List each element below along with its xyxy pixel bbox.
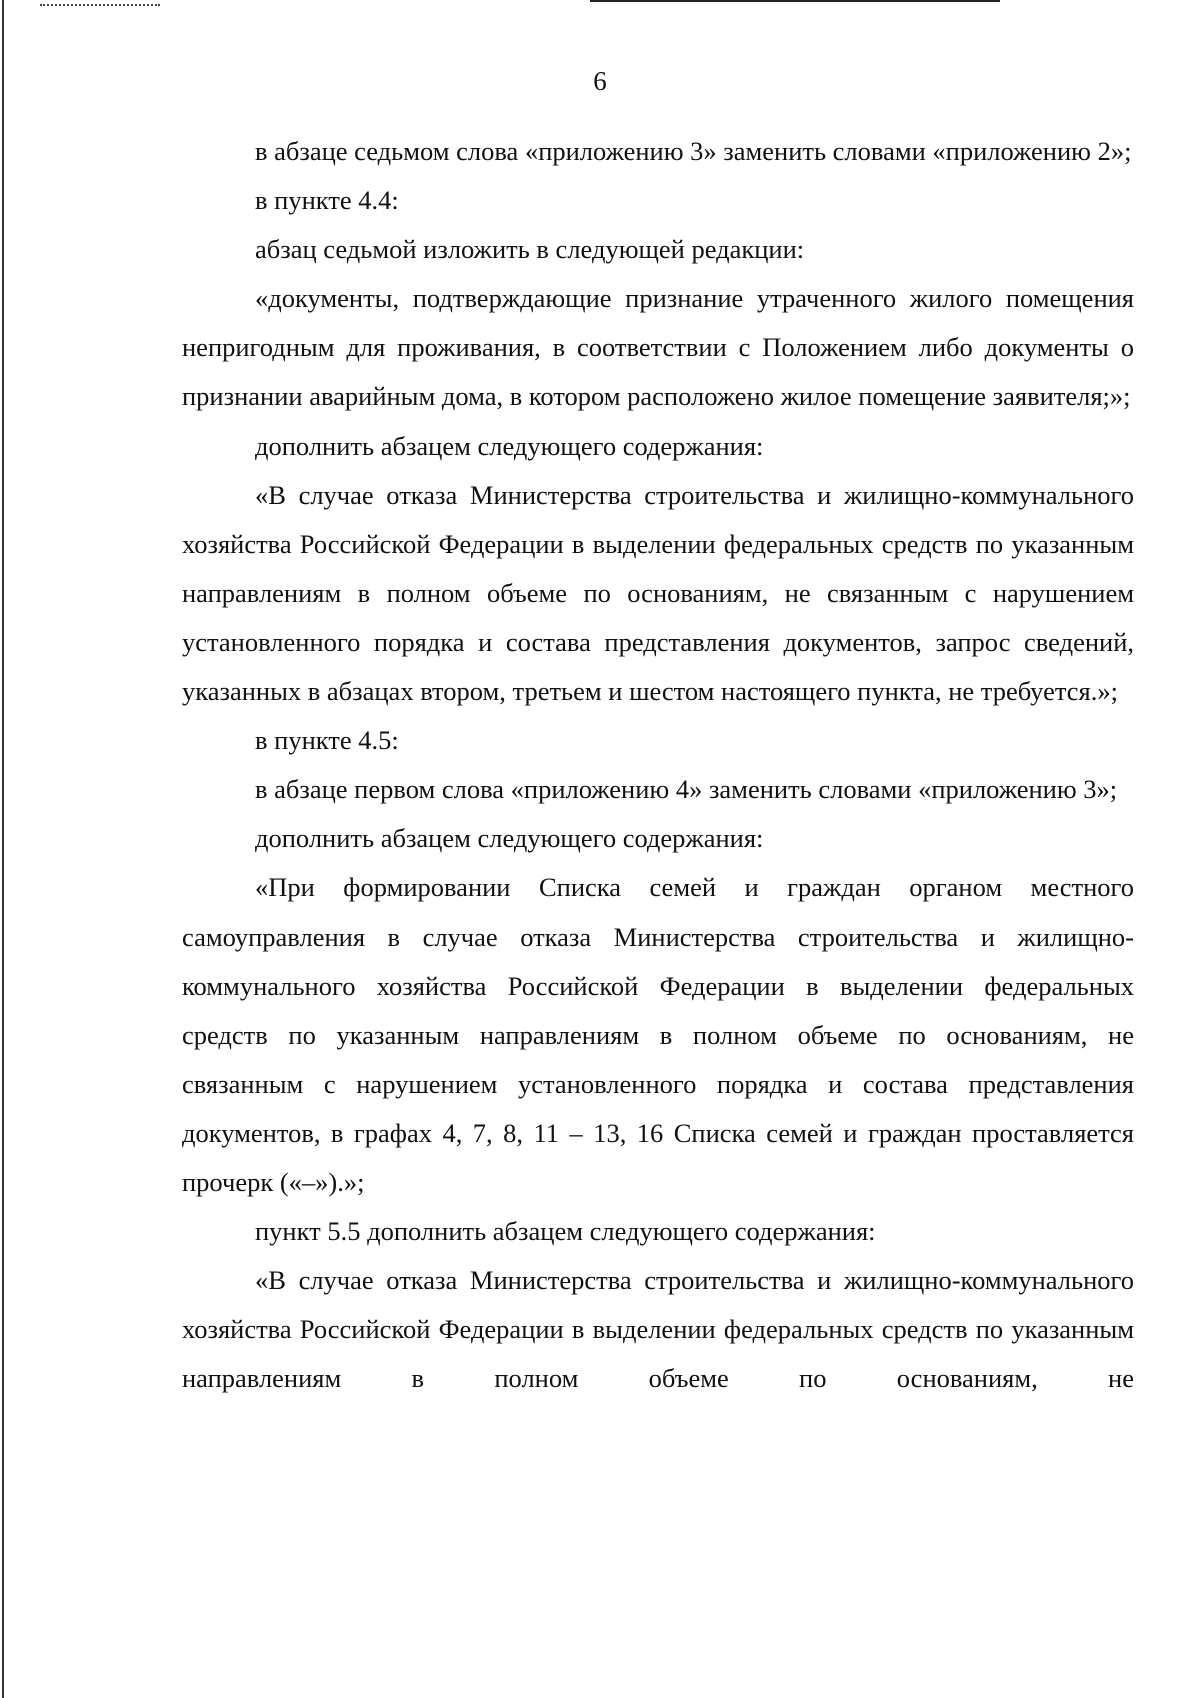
paragraph: в абзаце первом слова «приложению 4» заменить словами «приложению 3»; [255, 774, 1118, 805]
paragraph: дополнить абзацем следующего содержания: [255, 430, 764, 461]
paragraph: абзац седьмой изложить в следующей редакции: [255, 234, 805, 265]
paragraph: дополнить абзацем следующего содержания: [255, 823, 764, 854]
paragraph: «В случае отказа Министерства строительства и жилищно-коммунального хозяйства Российской Федерации в выделении федеральных средств по указанным направлениям в полном объеме по основаниям, не связанным с нарушением установленного порядка и состава представления документов, запрос сведений, указанных в абзацах втором, третьем и шестом настоящего пункта, не требуется.»; [182, 479, 1134, 707]
paragraph: пункт 5.5 дополнить абзацем следующего содержания: [255, 1216, 876, 1247]
scan-artifact-left-edge [2, 0, 4, 1698]
paragraph: «В случае отказа Министерства строительства и жилищно-коммунального хозяйства Российской Федерации в выделении федеральных средств по указанным направлениям в полном объеме по основаниям, не [182, 1265, 1134, 1394]
scan-artifact-top-left [40, 4, 160, 7]
document-body [182, 127, 1134, 1403]
paragraph: «документы, подтверждающие признание утраченного жилого помещения непригодным для проживания, в соответствии с Положением либо документы о признании аварийным дома, в котором расположено жилое помещение заявителя;»; [182, 283, 1134, 412]
paragraph: «При формировании Списка семей и граждан органом местного самоуправления в случае отказа Министерства строительства и жилищно-коммунального хозяйства Российской Федерации в выделении федеральных средств по указанным направлениям в полном объеме по основаниям, не связанным с нарушением установленного порядка и состава представления документов, в графах 4, 7, 8, 11 – 13, 16 Списка семей и граждан проставляется прочерк («–»).»; [182, 872, 1134, 1197]
paragraph: в пункте 4.4: [255, 185, 399, 216]
paragraph: в абзаце седьмом слова «приложению 3» заменить словами «приложению 2»; [255, 136, 1132, 166]
paragraph: в пункте 4.5: [255, 725, 399, 756]
page-number: 6 [593, 66, 607, 96]
scan-artifact-top-line [590, 0, 1000, 2]
